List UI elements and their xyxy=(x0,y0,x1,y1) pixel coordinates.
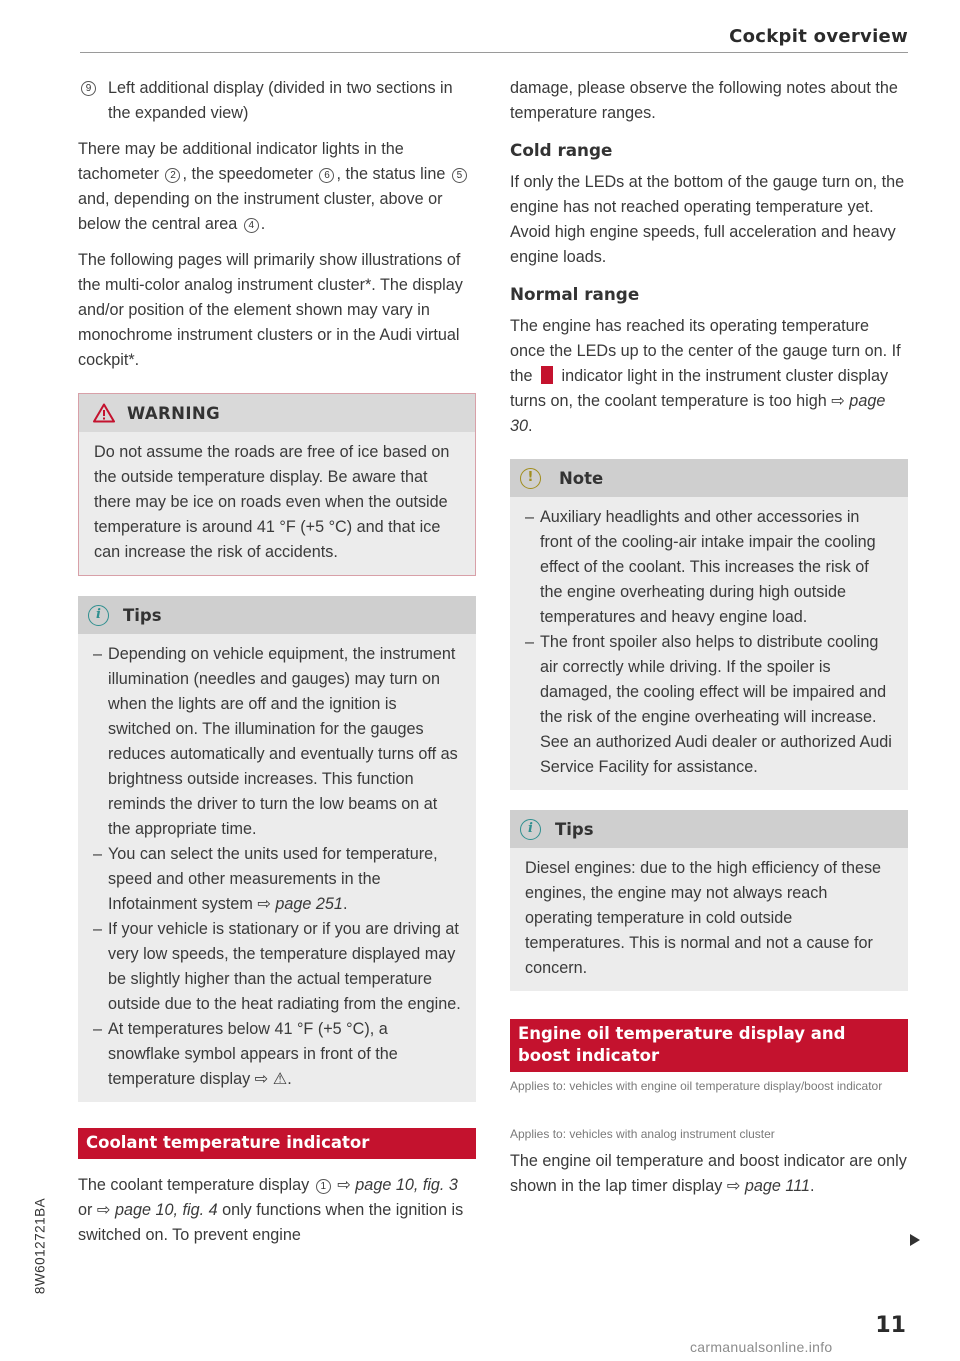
note-list xyxy=(525,505,895,780)
right-column xyxy=(510,76,908,1210)
heading-normal-range: Normal range xyxy=(510,284,640,304)
legend-item-9 xyxy=(78,76,476,126)
header-divider xyxy=(80,52,908,53)
page-reference-link[interactable]: ⇨ page 10, fig. 4 xyxy=(96,1201,218,1219)
text-run: The coolant temperature display xyxy=(78,1176,314,1194)
tips-title: Tips xyxy=(123,605,162,625)
list-item: – Depending on vehicle equipment, the instrument illumination (needles and gauges) may turn on when the lights are off and the ignition is switched on. The illumination for the gauges reduces automatically and eventually turns off as brightness outside increases. This function reminds the driver to turn the low beams on at the appropriate time. xyxy=(93,642,463,842)
callout-number: 2 xyxy=(165,168,180,183)
left-column xyxy=(78,76,476,1259)
text-run: indicator light in the instrument cluster display turns on, the coolant temperature is too high xyxy=(510,367,889,410)
callout-number: 9 xyxy=(81,81,96,96)
legend-item-text: Left additional display (divided in two sections in the expanded view) xyxy=(108,79,453,122)
exclamation-icon: ! xyxy=(520,468,541,489)
list-item: – Auxiliary headlights and other accessories in front of the cooling-air intake impair the cooling effect of the coolant. This increases the risk of the engine overheating during high outside temperatures and heavy engine load. xyxy=(525,505,895,630)
list-item: – The front spoiler also helps to distribute cooling air correctly while driving. If the spoiler is damaged, the cooling effect will be impaired and the risk of the engine overheating will increase. See an authorized Audi dealer or authorized Audi Service Facility for assistance. xyxy=(525,630,895,780)
text-run: . xyxy=(810,1177,815,1195)
tips-title: Tips xyxy=(555,819,594,839)
warning-reference-link[interactable]: ⇨ ⚠ xyxy=(254,1070,288,1088)
warning-title: WARNING xyxy=(127,403,221,423)
callout-number: 6 xyxy=(319,168,334,183)
info-icon: i xyxy=(88,605,109,626)
text-run: There may be additional indicator lights in the tachometer xyxy=(78,140,404,183)
warning-header xyxy=(79,394,475,432)
text-run: You can select the units used for temperature, speed and other measurements in the Infotainment system xyxy=(108,845,438,913)
page-number: 11 xyxy=(875,1313,906,1338)
tips-box-left xyxy=(78,596,476,1102)
tips-text: Diesel engines: due to the high efficiency of these engines, the engine may not always reach operating temperature in cold outside temperatures. This is normal and not a cause for concern. xyxy=(525,859,882,977)
paragraph-illustrations: The following pages will primarily show illustrations of the multi-color analog instrument cluster*. The display and/or position of the element shown may vary in monochrome instrument clusters or in the Audi virtual cockpit*. xyxy=(78,251,463,369)
text-run: or xyxy=(78,1201,97,1219)
document-code-text: 8W6012721BA xyxy=(32,1197,48,1295)
callout-number: 5 xyxy=(452,168,467,183)
note-title: Note xyxy=(559,468,604,488)
text-run: , the status line xyxy=(336,165,450,183)
text-run: At temperatures below 41 °F (+5 °C), a snowflake symbol appears in front of the temperature display xyxy=(108,1020,398,1088)
page-reference-link[interactable]: ⇨ page 10, fig. 3 xyxy=(332,1176,458,1194)
callout-number: 4 xyxy=(244,218,259,233)
next-page-arrow-icon[interactable] xyxy=(910,1234,920,1246)
applies-to-note: Applies to: vehicles with engine oil temperature display/boost indicator xyxy=(510,1079,883,1093)
paragraph-cold-range: If only the LEDs at the bottom of the gauge turn on, the engine has not reached operating temperature yet. Avoid high engine speeds, full acceleration and heavy engine loads. xyxy=(510,173,905,266)
text-run: , the speedometer xyxy=(182,165,318,183)
paragraph-oil xyxy=(510,1149,908,1199)
tips-header xyxy=(78,596,476,634)
paragraph-continued: damage, please observe the following notes about the temperature ranges. xyxy=(510,79,898,122)
text-run: . xyxy=(528,417,533,435)
note-box xyxy=(510,459,908,790)
paragraph-indicator-lights xyxy=(78,137,476,237)
callout-number: 1 xyxy=(316,1179,331,1194)
page-reference-link[interactable]: ⇨ page 111 xyxy=(726,1177,811,1195)
text-run: . xyxy=(287,1070,292,1088)
warning-box xyxy=(78,393,476,576)
warning-triangle-icon xyxy=(93,403,115,423)
list-item: – If your vehicle is stationary or if you are driving at very low speeds, the temperature displayed may be slightly higher than the actual temperature outside due to the heat radiating from the engine. xyxy=(93,917,463,1017)
heading-cold-range: Cold range xyxy=(510,140,613,160)
text-run: The engine oil temperature and boost indicator are only shown in the lap timer display xyxy=(510,1152,907,1195)
applies-to-note: Applies to: vehicles with analog instrument cluster xyxy=(510,1127,775,1141)
note-header xyxy=(510,459,908,497)
tips-list xyxy=(93,642,463,1092)
text-run: . xyxy=(260,215,266,233)
paragraph-normal-range xyxy=(510,314,908,439)
coolant-warning-light-icon xyxy=(541,366,553,384)
note-body xyxy=(510,497,908,790)
watermark: carmanualsonline.info xyxy=(690,1339,833,1355)
text-run: and, depending on the instrument cluster, above or below the central area xyxy=(78,190,443,233)
list-item xyxy=(93,842,463,917)
text-run: . xyxy=(342,895,348,913)
info-icon: i xyxy=(520,819,541,840)
section-heading-oil: Engine oil temperature display and boost indicator xyxy=(510,1019,908,1072)
document-code xyxy=(30,1176,50,1316)
tips-box-right xyxy=(510,810,908,991)
page-reference-link[interactable]: ⇨ page 30 xyxy=(510,392,886,435)
section-heading-coolant: Coolant temperature indicator xyxy=(78,1128,476,1159)
page-reference-link[interactable]: ⇨ page 251 xyxy=(257,895,343,913)
paragraph-coolant xyxy=(78,1173,476,1248)
text-run: only functions when the ignition is switched on. To prevent engine xyxy=(78,1201,464,1244)
text-run: The engine has reached its operating temperature once the LEDs up to the center of the gauge turn on. If the xyxy=(510,317,901,385)
page-header-title: Cockpit overview xyxy=(729,26,908,47)
tips-header xyxy=(510,810,908,848)
warning-text: Do not assume the roads are free of ice based on the outside temperature display. Be aware that there may be ice on roads even when the outside temperature is around 41 °F (+5 °C) and that ice can increase the risk of accidents. xyxy=(94,443,450,561)
tips-body xyxy=(78,634,476,1102)
list-item xyxy=(93,1017,463,1092)
